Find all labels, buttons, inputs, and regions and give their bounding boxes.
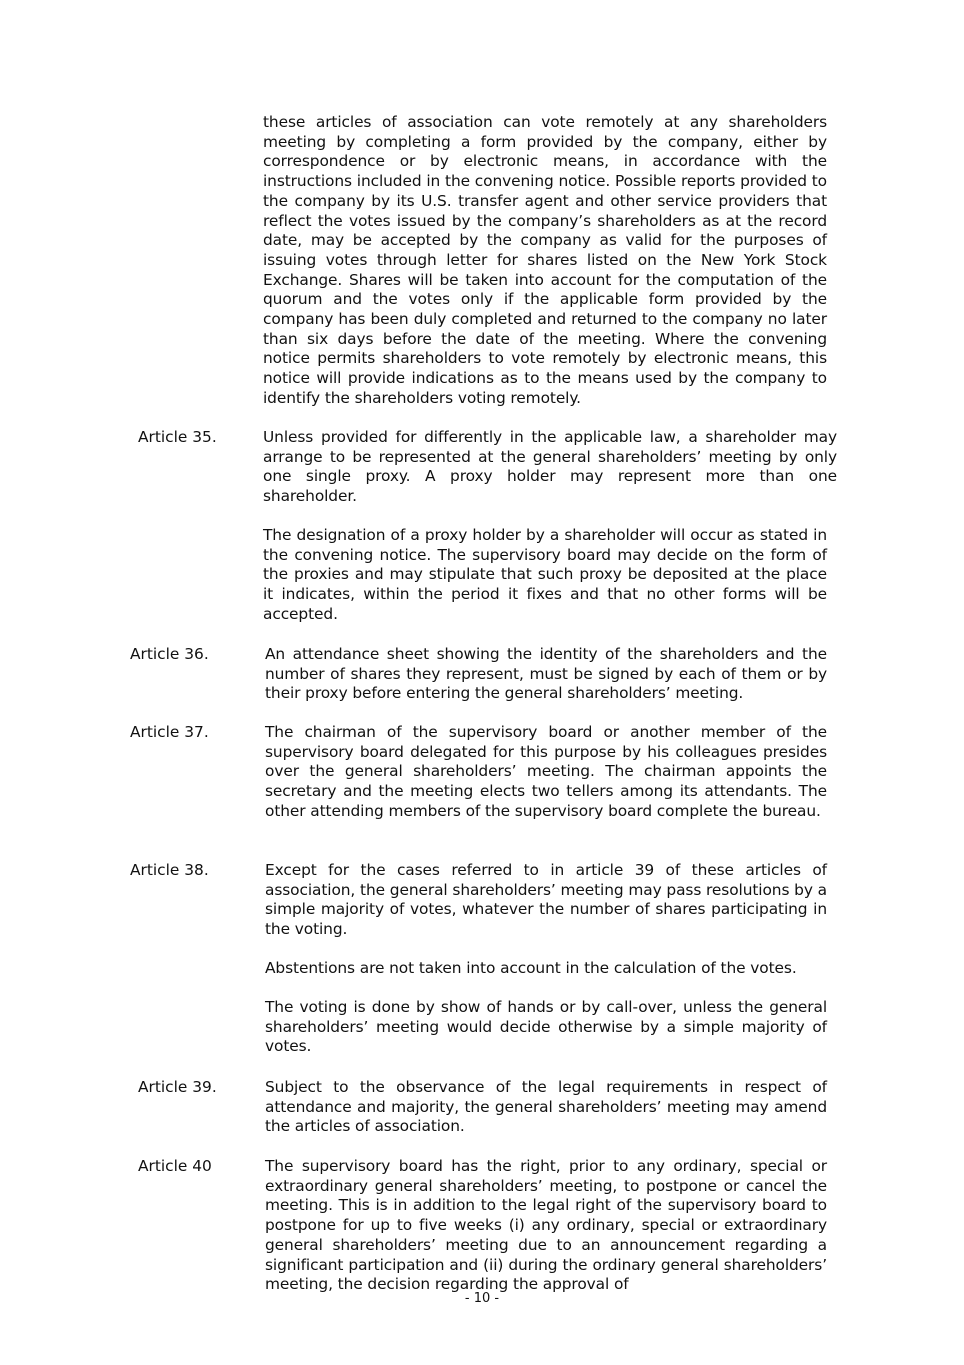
article-38-paragraph-3: The voting is done by show of hands or by call-over, unless the general shareholders’ meeting would decide otherwise by a simple majority of votes. xyxy=(265,998,827,1056)
article-36-paragraph-1: An attendance sheet showing the identity of the shareholders and the number of shares they represent, must be signed by each of them or by their proxy before entering the general shareholders’ meeting. xyxy=(265,645,827,703)
article-37-paragraph-1: The chairman of the supervisory board or another member of the supervisory board delegated for this purpose by his colleagues presides over the general shareholders’ meeting. The chairman appoints the secretary and the meeting elects two tellers among its attendants. The other attending members of the supervisory board complete the bureau. xyxy=(265,723,827,820)
article-40-paragraph-1: The supervisory board has the right, prior to any ordinary, special or extraordinary general shareholders’ meeting, to postpone or cancel the meeting. This is in addition to the legal right of the supervisory board to postpone for up to five weeks (i) any ordinary, special or extraordinary general shareholders’ meeting due to an announcement regarding a significant participation and (ii) during the ordinary general shareholders’ meeting, the decision regarding the approval of xyxy=(265,1157,827,1294)
article-40-label: Article 40 xyxy=(138,1157,212,1175)
article-36-label: Article 36. xyxy=(130,645,209,663)
continuation-paragraph: these articles of association can vote remotely at any shareholders meeting by completing a form provided by the company, either by correspondence or by electronic means, in accordance with the instructions included in the convening notice. Possible reports provided to the company by its U.S. transfer agent and other service providers that reflect the votes issued by the company’s shareholders as at the record date, may be accepted by the company as valid for the purposes of issuing votes through letter for shares listed on the New York Stock Exchange. Shares will be taken into account for the computation of the quorum and the votes only if the applicable form provided by the company has been duly completed and returned to the company no later than six days before the date of the meeting. Where the convening notice permits shareholders to vote remotely by electronic means, this notice will provide indications as to the means used by the company to identify the shareholders voting remotely. xyxy=(263,113,827,407)
article-39-paragraph-1: Subject to the observance of the legal requirements in respect of attendance and majority, the general shareholders’ meeting may amend the articles of association. xyxy=(265,1078,827,1136)
article-38-paragraph-2: Abstentions are not taken into account in the calculation of the votes. xyxy=(265,959,797,977)
article-39-label: Article 39. xyxy=(138,1078,217,1096)
article-38-paragraph-1: Except for the cases referred to in article 39 of these articles of association, the general shareholders’ meeting may pass resolutions by a simple majority of votes, whatever the number of shares participating in the voting. xyxy=(265,861,827,939)
article-35-paragraph-1: Unless provided for differently in the applicable law, a shareholder may arrange to be represented at the general shareholders’ meeting by only one single proxy. A proxy holder may represent more than one shareholder. xyxy=(263,428,837,506)
page-number: - 10 - xyxy=(464,1291,500,1306)
article-35-label: Article 35. xyxy=(138,428,217,446)
article-38-label: Article 38. xyxy=(130,861,209,879)
article-37-label: Article 37. xyxy=(130,723,209,741)
article-35-paragraph-2: The designation of a proxy holder by a shareholder will occur as stated in the convening notice. The supervisory board may decide on the form of the proxies and may stipulate that such proxy be deposited at the place it indicates, within the period it fixes and that no other forms will be accepted. xyxy=(263,526,827,623)
